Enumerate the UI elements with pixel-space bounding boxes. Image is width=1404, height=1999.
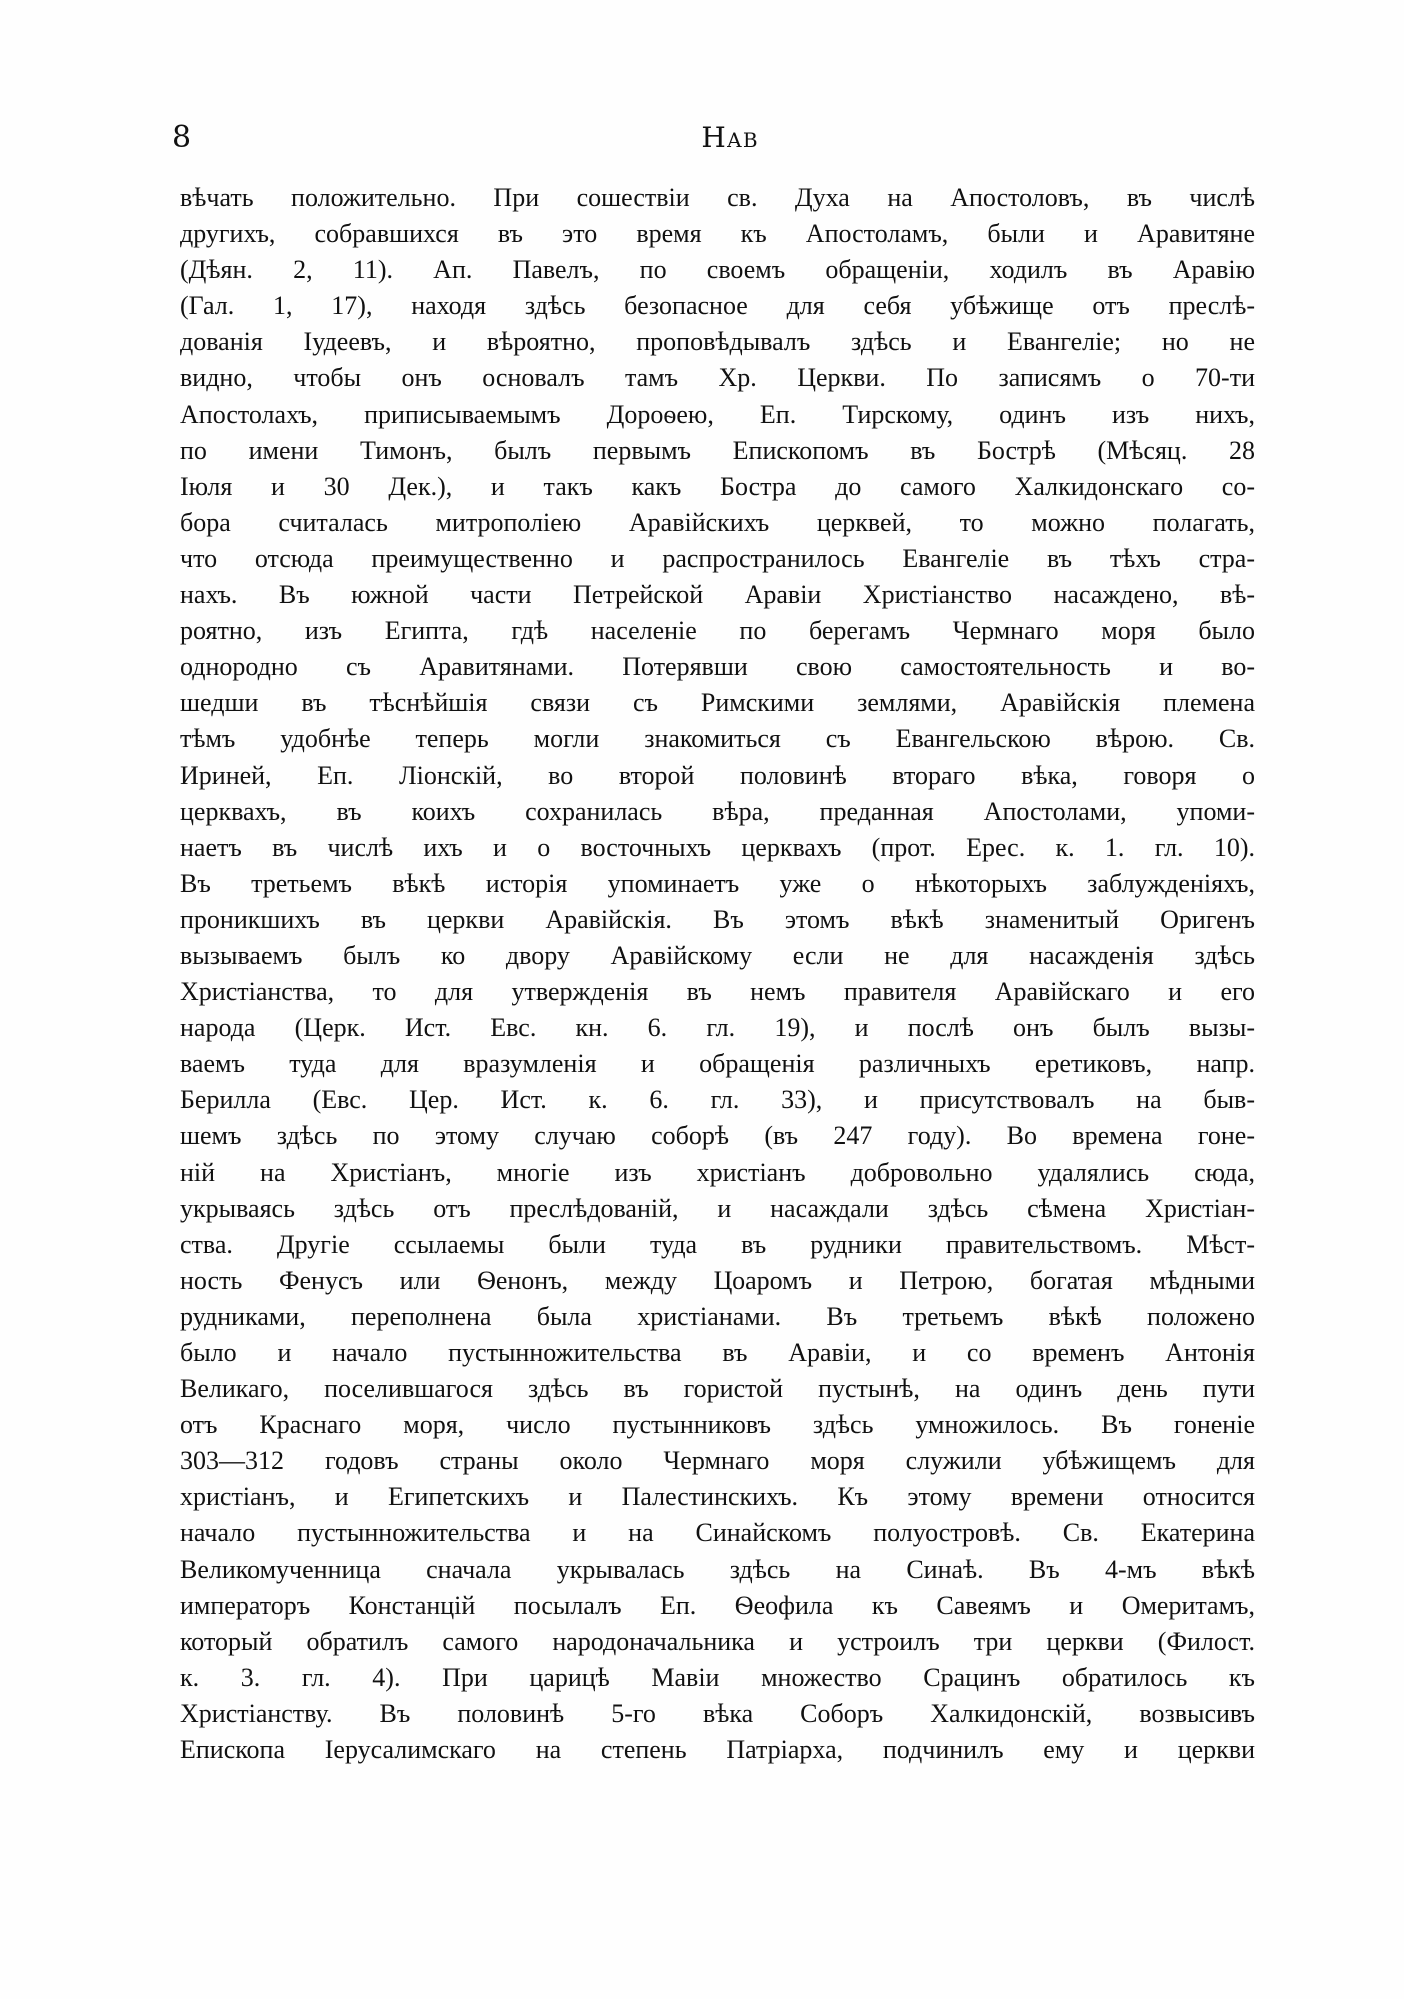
text-line: шемъ здѣсь по этому случаю соборѣ (въ 247 году). Во времена гоне-: [180, 1121, 1255, 1151]
text-line: шедши въ тѣснѣйшія связи съ Римскими землями, Аравійскія племена: [180, 688, 1255, 718]
text-line: начало пустынножительства и на Синайскомъ полуостровѣ. Св. Екатерина: [180, 1518, 1255, 1548]
text-line: роятно, изъ Египта, гдѣ населеніе по берегамъ Чермнаго моря было: [180, 616, 1255, 646]
text-line: по имени Тимонъ, былъ первымъ Епископомъ въ Бострѣ (Мѣсяц. 28: [180, 435, 1255, 465]
text-line: вызываемъ былъ ко двору Аравійскому если не для насажденія здѣсь: [180, 940, 1255, 970]
text-line: было и начало пустынножительства въ Аравіи, и со временъ Антонія: [180, 1338, 1255, 1367]
text-line: тѣмъ удобнѣе теперь могли знакомиться съ Евангельскою вѣрою. Св.: [180, 724, 1255, 754]
text-line: Великаго, поселившагося здѣсь въ гористой пустынѣ, на одинъ день пути: [180, 1374, 1255, 1404]
text-line: Въ третьемъ вѣкѣ исторія упоминаетъ уже о нѣкоторыхъ заблужденіяхъ,: [180, 868, 1255, 898]
text-line: который обратилъ самого народоначальника и устроилъ три церкви (Филост.: [180, 1626, 1255, 1656]
text-line: к. 3. гл. 4). При царицѣ Мавіи множество Срацинъ обратилось къ: [180, 1662, 1255, 1692]
text-line: Берилла (Евс. Цер. Ист. к. 6. гл. 33), и присутствовалъ на быв-: [180, 1085, 1255, 1115]
text-line: Апостолахъ, приписываемымъ Дороѳею, Еп. Тирскому, одинъ изъ нихъ,: [180, 399, 1255, 429]
text-line: Христіанству. Въ половинѣ 5-го вѣка Соборъ Халкидонскій, возвысивъ: [180, 1698, 1255, 1728]
text-line: бора считалась митрополіею Аравійскихъ церквей, то можно полагать,: [180, 507, 1255, 537]
text-line: (Дѣян. 2, 11). Ап. Павелъ, по своемъ обращеніи, ходилъ въ Аравію: [180, 255, 1255, 285]
text-line: Великомученница сначала укрывалась здѣсь на Синаѣ. Въ 4-мъ вѣкѣ: [180, 1554, 1255, 1584]
text-line: Ириней, Еп. Ліонскій, во второй половинѣ втораго вѣка, говоря о: [180, 760, 1255, 790]
text-line: Іюля и 30 Дек.), и такъ какъ Бостра до самого Халкидонскаго со-: [180, 471, 1255, 501]
text-line: 303—312 годовъ страны около Чермнаго моря служили убѣжищемъ для: [180, 1446, 1255, 1476]
text-line: христіанъ, и Египетскихъ и Палестинскихъ. Къ этому времени относится: [180, 1482, 1255, 1512]
text-line: другихъ, собравшихся въ это время къ Апостоламъ, были и Аравитяне: [180, 219, 1255, 249]
text-line: дованія Іудеевъ, и вѣроятно, проповѣдывалъ здѣсь и Евангеліе; но не: [180, 327, 1255, 357]
text-line: (Гал. 1, 17), находя здѣсь безопасное для себя убѣжище отъ преслѣ-: [180, 291, 1255, 321]
text-line: что отсюда преимущественно и распространилось Евангеліе въ тѣхъ стра-: [180, 543, 1255, 573]
text-line: ваемъ туда для вразумленія и обращенія различныхъ еретиковъ, напр.: [180, 1049, 1255, 1079]
text-line: наетъ въ числѣ ихъ и о восточныхъ церквахъ (прот. Ерес. к. 1. гл. 10).: [180, 832, 1255, 862]
text-line: императоръ Констанцій посылалъ Еп. Ѳеофила къ Савеямъ и Омеритамъ,: [180, 1590, 1255, 1620]
text-line: вѣчать положительно. При сошествіи св. Духа на Апостоловъ, въ числѣ: [180, 183, 1255, 212]
text-line: однородно съ Аравитянами. Потерявши свою самостоятельность и во-: [180, 652, 1255, 682]
body-text: [180, 180, 1255, 1768]
text-line: народа (Церк. Ист. Евс. кн. 6. гл. 19), и послѣ онъ былъ вызы-: [180, 1013, 1255, 1043]
text-line: ность Фенусъ или Ѳенонъ, между Цоаромъ и Петрою, богатая мѣдными: [180, 1265, 1255, 1295]
text-line: ній на Христіанъ, многіе изъ христіанъ добровольно удалялись сюда,: [180, 1157, 1255, 1187]
text-line: Христіанства, то для утвержденія въ немъ правителя Аравійскаго и его: [180, 977, 1255, 1007]
text-line: проникшихъ въ церкви Аравійскія. Въ этомъ вѣкѣ знаменитый Оригенъ: [180, 904, 1255, 934]
text-line: укрываясь здѣсь отъ преслѣдованій, и насаждали здѣсь сѣмена Христіан-: [180, 1193, 1255, 1223]
text-line: церквахъ, въ коихъ сохранилась вѣра, преданная Апостолами, упоми-: [180, 796, 1255, 826]
text-line: рудниками, переполнена была христіанами. Въ третьемъ вѣкѣ положено: [180, 1301, 1255, 1331]
page-number: 8: [172, 120, 192, 155]
text-line: отъ Краснаго моря, число пустынниковъ здѣсь умножилось. Въ гоненіе: [180, 1410, 1255, 1440]
text-line: видно, чтобы онъ основалъ тамъ Хр. Церкви. По записямъ о 70-ти: [180, 363, 1255, 393]
running-head: Нав: [701, 121, 759, 154]
text-line: Епископа Іерусалимскаго на степень Патріарха, подчинилъ ему и церкви: [180, 1735, 1255, 1765]
text-line: ства. Другіе ссылаемы были туда въ рудники правительствомъ. Мѣст-: [180, 1229, 1255, 1259]
text-line: нахъ. Въ южной части Петрейской Аравіи Христіанство насаждено, вѣ-: [180, 580, 1255, 610]
